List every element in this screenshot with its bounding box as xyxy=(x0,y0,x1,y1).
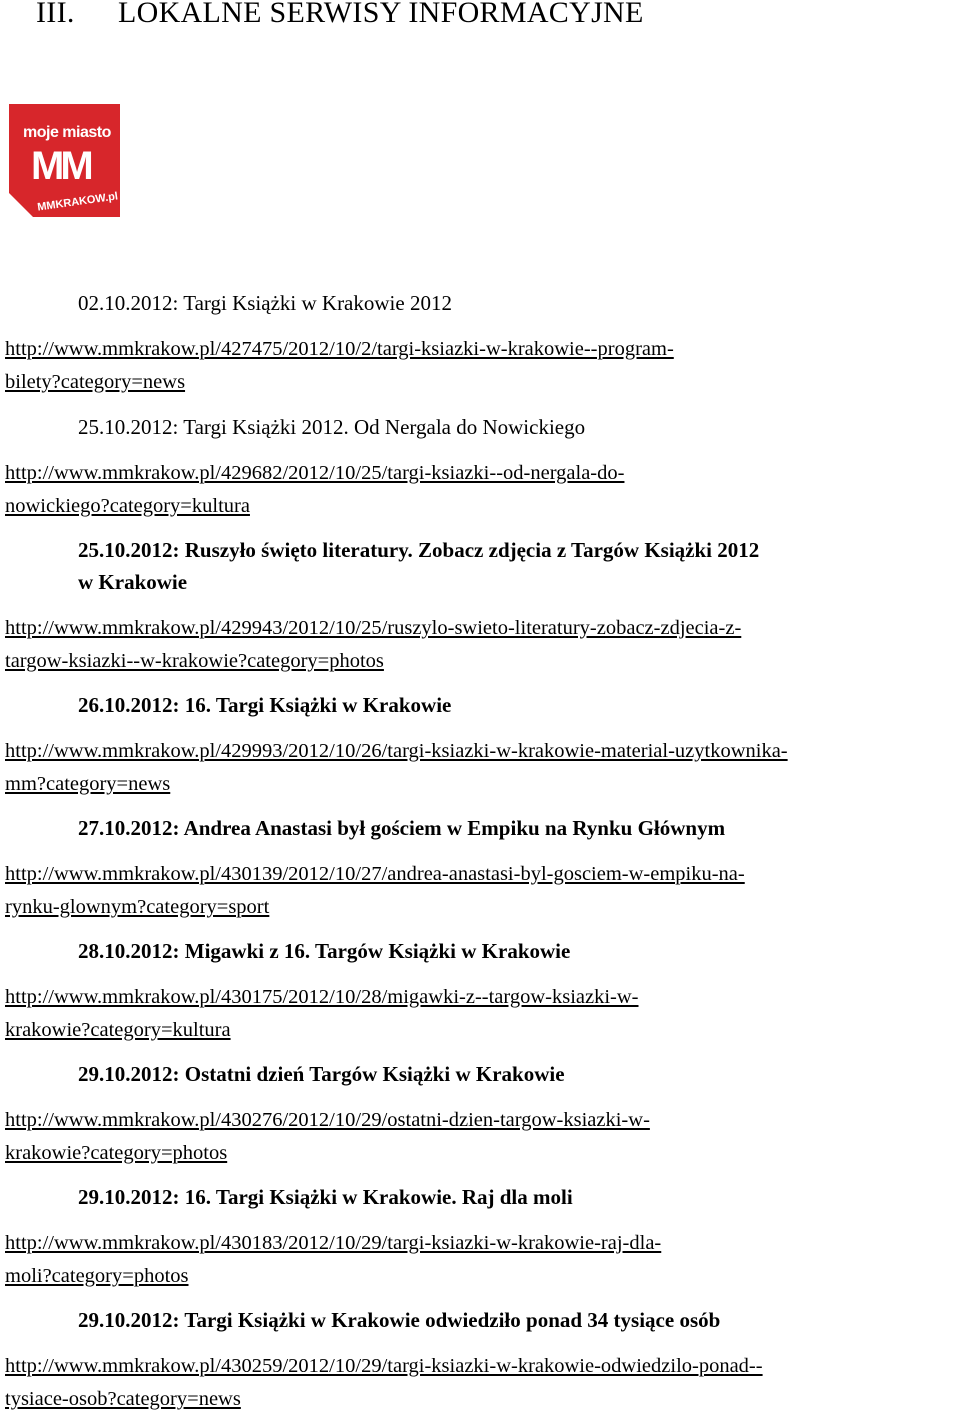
entry-title: 29.10.2012: Ostatni dzień Targów Książki w Krakowie xyxy=(78,1062,565,1086)
logo-line1: moje miasto xyxy=(23,124,111,141)
entry-link[interactable]: http://www.mmkrakow.pl/430183/2012/10/29/targi-ksiazki-w-krakowie-raj-dla- moli?category=photos xyxy=(5,1232,662,1287)
logo-line3: MMKRAKOW.pl xyxy=(36,190,119,214)
entry-link[interactable]: http://www.mmkrakow.pl/430175/2012/10/28/migawki-z--targow-ksiazki-w- krakowie?category=kultura xyxy=(5,986,639,1041)
entry-title: 26.10.2012: 16. Targi Książki w Krakowie xyxy=(78,693,452,717)
entry-link[interactable]: http://www.mmkrakow.pl/427475/2012/10/2/targi-ksiazki-w-krakowie--program- bilety?category=news xyxy=(5,338,674,393)
entry-link[interactable]: http://www.mmkrakow.pl/429943/2012/10/25/ruszylo-swieto-literatury-zobacz-zdjecia-z- targow-ksiazki--w-krakowie?category=photos xyxy=(5,617,742,672)
entry-title: 29.10.2012: 16. Targi Książki w Krakowie. Raj dla moli xyxy=(78,1185,573,1209)
entry-title: 28.10.2012: Migawki z 16. Targów Książki w Krakowie xyxy=(78,939,571,963)
entry-title: 29.10.2012: Targi Książki w Krakowie odwiedziło ponad 34 tysiące osób xyxy=(78,1308,721,1332)
entry-link[interactable]: http://www.mmkrakow.pl/429993/2012/10/26/targi-ksiazki-w-krakowie-material-uzytkownika- mm?category=news xyxy=(5,740,788,795)
section-number: III. xyxy=(36,0,75,29)
entry-title: 25.10.2012: Ruszyło święto literatury. Zobacz zdjęcia z Targów Książki 2012 w Krakowie xyxy=(78,538,760,594)
logo-corner xyxy=(9,193,33,217)
logo-mark: MM xyxy=(31,144,90,188)
entry-link[interactable]: http://www.mmkrakow.pl/430259/2012/10/29/targi-ksiazki-w-krakowie-odwiedzilo-ponad-- tysiace-osob?category=news xyxy=(5,1355,763,1410)
mmkrakow-logo xyxy=(9,104,120,217)
entry-link[interactable]: http://www.mmkrakow.pl/430276/2012/10/29/ostatni-dzien-targow-ksiazki-w- krakowie?category=photos xyxy=(5,1109,650,1164)
entry-title: 25.10.2012: Targi Książki 2012. Od Nergala do Nowickiego xyxy=(78,415,586,439)
section-heading xyxy=(36,0,644,30)
entry-title: 02.10.2012: Targi Książki w Krakowie 2012 xyxy=(78,291,452,315)
entry-link[interactable]: http://www.mmkrakow.pl/429682/2012/10/25/targi-ksiazki--od-nergala-do- nowickiego?category=kultura xyxy=(5,462,625,517)
entry-title: 27.10.2012: Andrea Anastasi był gościem w Empiku na Rynku Głównym xyxy=(78,816,726,840)
entry-link[interactable]: http://www.mmkrakow.pl/430139/2012/10/27/andrea-anastasi-byl-gosciem-w-empiku-na- rynku-glownym?category=sport xyxy=(5,863,745,918)
section-title: LOKALNE SERWISY INFORMACYJNE xyxy=(118,0,644,29)
